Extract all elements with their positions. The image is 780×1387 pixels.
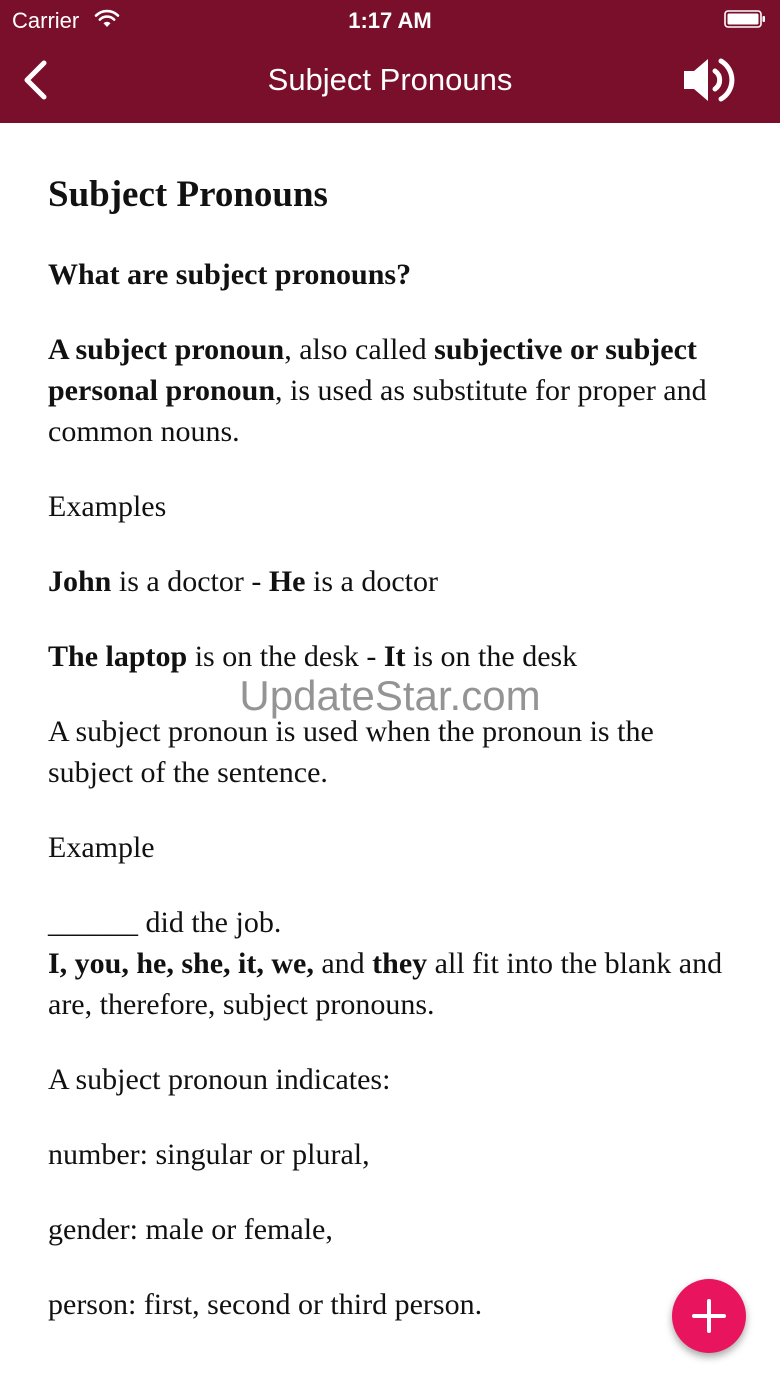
navigation-bar bbox=[0, 40, 780, 123]
example-text: is on the desk - bbox=[187, 640, 384, 673]
pronoun-they: they bbox=[372, 947, 428, 980]
speaker-button[interactable] bbox=[680, 54, 740, 106]
example-sentence bbox=[48, 561, 738, 602]
gender-item: gender: male or female, bbox=[48, 1213, 333, 1246]
indicates-paragraph: A subject pronoun indicates: bbox=[48, 1063, 391, 1096]
battery-icon bbox=[724, 10, 766, 28]
article-heading: Subject Pronouns bbox=[48, 174, 328, 215]
page-title: Subject Pronouns bbox=[267, 62, 513, 97]
pronoun-list: I, you, he, she, it, we, bbox=[48, 947, 314, 980]
intro-text-rest: , is used as substitute for proper and common nouns. bbox=[48, 374, 707, 448]
number-item: number: singular or plural, bbox=[48, 1138, 370, 1171]
blank-explanation bbox=[48, 943, 738, 1025]
blank-text-end: all fit into the blank and are, therefore, subject pronouns. bbox=[48, 947, 723, 1021]
examples-label: Examples bbox=[48, 490, 167, 523]
example-text-end: is a doctor bbox=[305, 565, 438, 598]
header bbox=[0, 0, 780, 123]
plus-icon bbox=[691, 1298, 727, 1334]
status-bar bbox=[0, 0, 780, 40]
speaker-icon bbox=[680, 54, 740, 106]
watermark: UpdateStar.com bbox=[239, 672, 541, 719]
example-bold-noun: John bbox=[48, 565, 112, 598]
usage-paragraph: A subject pronoun is used when the pronoun is the subject of the sentence. bbox=[48, 715, 654, 789]
add-button[interactable] bbox=[672, 1279, 746, 1353]
clock: 1:17 AM bbox=[348, 8, 432, 33]
article-subheading: What are subject pronouns? bbox=[48, 258, 412, 291]
carrier-label: Carrier bbox=[12, 8, 80, 33]
example-bold-noun: The laptop bbox=[48, 640, 188, 673]
intro-bold-term: A subject pronoun bbox=[48, 333, 285, 366]
blank-sentence: ______ did the job. bbox=[48, 906, 282, 939]
example-bold-pronoun: He bbox=[268, 565, 306, 598]
article-content bbox=[48, 123, 738, 1325]
person-item: person: first, second or third person. bbox=[48, 1288, 483, 1321]
intro-bold-alias: subjective or subject personal pronoun bbox=[48, 333, 697, 407]
example-text: is a doctor - bbox=[111, 565, 269, 598]
blank-text: and bbox=[313, 947, 373, 980]
example-sentence bbox=[48, 636, 738, 677]
example-text-end: is on the desk bbox=[405, 640, 578, 673]
example-bold-pronoun: It bbox=[383, 640, 406, 673]
intro-text: , also called bbox=[284, 333, 435, 366]
intro-paragraph bbox=[48, 329, 738, 452]
example-label: Example bbox=[48, 831, 155, 864]
